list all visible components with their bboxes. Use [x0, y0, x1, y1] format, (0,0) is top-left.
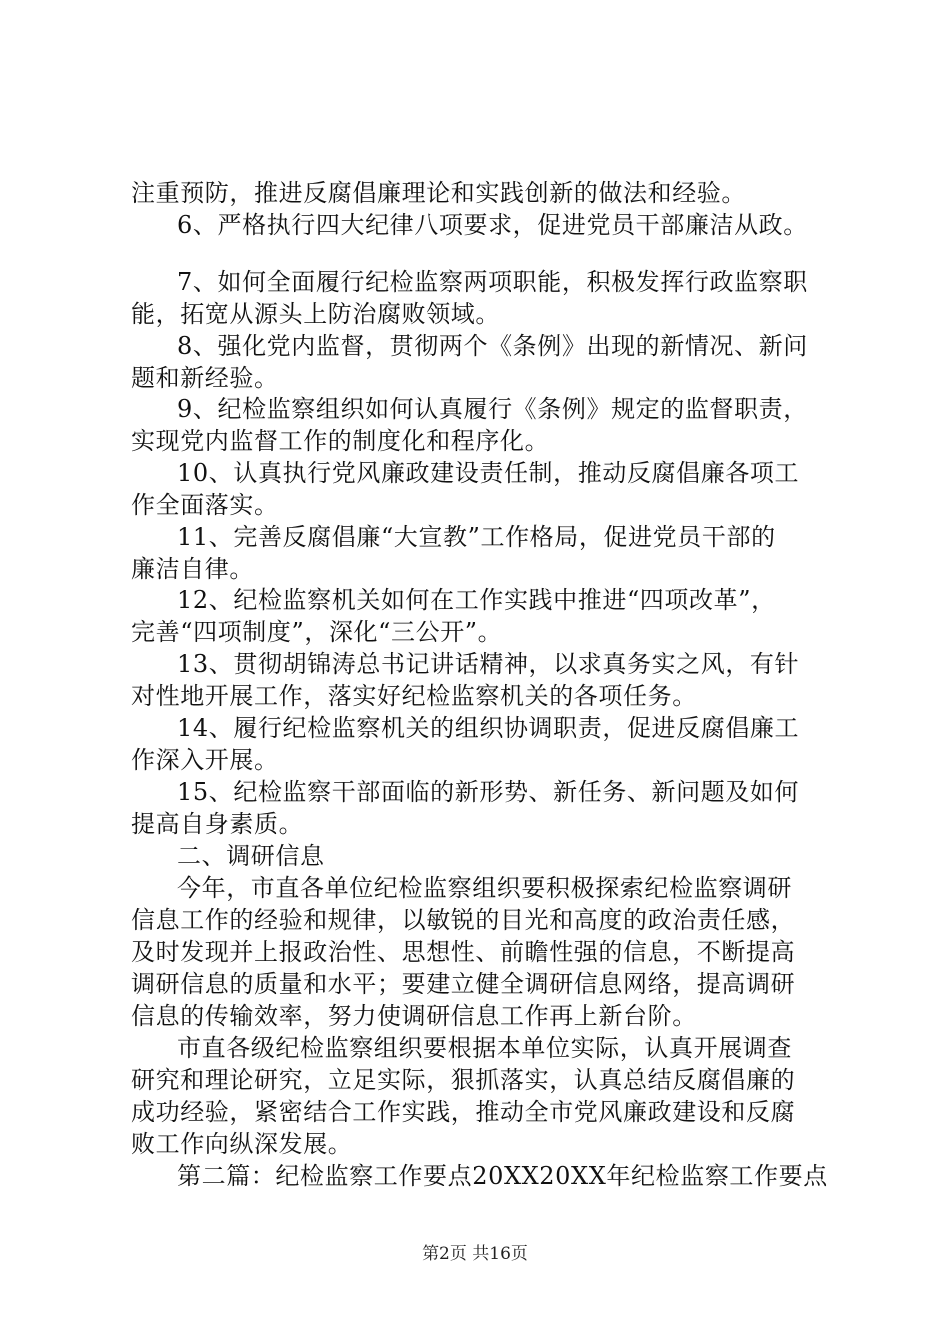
text-line: 对性地开展工作，落实好纪检监察机关的各项任务。 [131, 682, 697, 710]
text-line: 廉洁自律。 [131, 555, 254, 583]
text-line: 研究和理论研究，立足实际，狠抓落实，认真总结反腐倡廉的 [131, 1066, 796, 1094]
text-line: 11、完善反腐倡廉“大宣教”工作格局，促进党员干部的 [177, 523, 776, 551]
text-line: 今年，市直各单位纪检监察组织要积极探索纪检监察调研 [177, 874, 792, 902]
text-line: 及时发现并上报政治性、思想性、前瞻性强的信息，不断提高 [131, 938, 796, 966]
text-line: 成功经验，紧密结合工作实践，推动全市党风廉政建设和反腐 [131, 1098, 796, 1126]
text-line: 题和新经验。 [131, 364, 279, 392]
text-line: 9、纪检监察组织如何认真履行《条例》规定的监督职责， [177, 395, 808, 423]
text-line: 13、贯彻胡锦涛总书记讲话精神，以求真务实之风，有针 [177, 650, 800, 678]
text-line: 提高自身素质。 [131, 810, 304, 838]
section-heading: 第二篇：纪检监察工作要点20XX20XX年纪检监察工作要点 [177, 1162, 828, 1190]
text-line: 15、纪检监察干部面临的新形势、新任务、新问题及如何 [177, 778, 800, 806]
text-line: 注重预防，推进反腐倡廉理论和实践创新的做法和经验。 [131, 179, 746, 207]
text-line: 实现党内监督工作的制度化和程序化。 [131, 427, 550, 455]
text-line: 败工作向纵深发展。 [131, 1130, 353, 1158]
text-line: 作全面落实。 [131, 491, 279, 519]
text-line: 6、严格执行四大纪律八项要求，促进党员干部廉洁从政。 [177, 211, 808, 239]
page-number-footer: 第2页 共16页 [422, 1244, 528, 1264]
text-line: 12、纪检监察机关如何在工作实践中推进“四项改革”， [177, 586, 776, 614]
text-line: 8、强化党内监督，贯彻两个《条例》出现的新情况、新问 [177, 332, 808, 360]
text-line: 10、认真执行党风廉政建设责任制，推动反腐倡廉各项工 [177, 459, 800, 487]
text-line: 完善“四项制度”，深化“三公开”。 [131, 618, 503, 646]
text-line: 信息的传输效率，努力使调研信息工作再上新台阶。 [131, 1002, 697, 1030]
text-line: 作深入开展。 [131, 746, 279, 774]
text-line: 市直各级纪检监察组织要根据本单位实际，认真开展调查 [177, 1034, 792, 1062]
text-line: 7、如何全面履行纪检监察两项职能，积极发挥行政监察职 [177, 268, 808, 296]
section-heading: 二、调研信息 [177, 842, 325, 870]
text-line: 能，拓宽从源头上防治腐败领域。 [131, 300, 500, 328]
text-line: 14、履行纪检监察机关的组织协调职责，促进反腐倡廉工 [177, 714, 800, 742]
text-line: 信息工作的经验和规律，以敏锐的目光和高度的政治责任感， [131, 906, 796, 934]
text-line: 调研信息的质量和水平；要建立健全调研信息网络，提高调研 [131, 970, 796, 998]
